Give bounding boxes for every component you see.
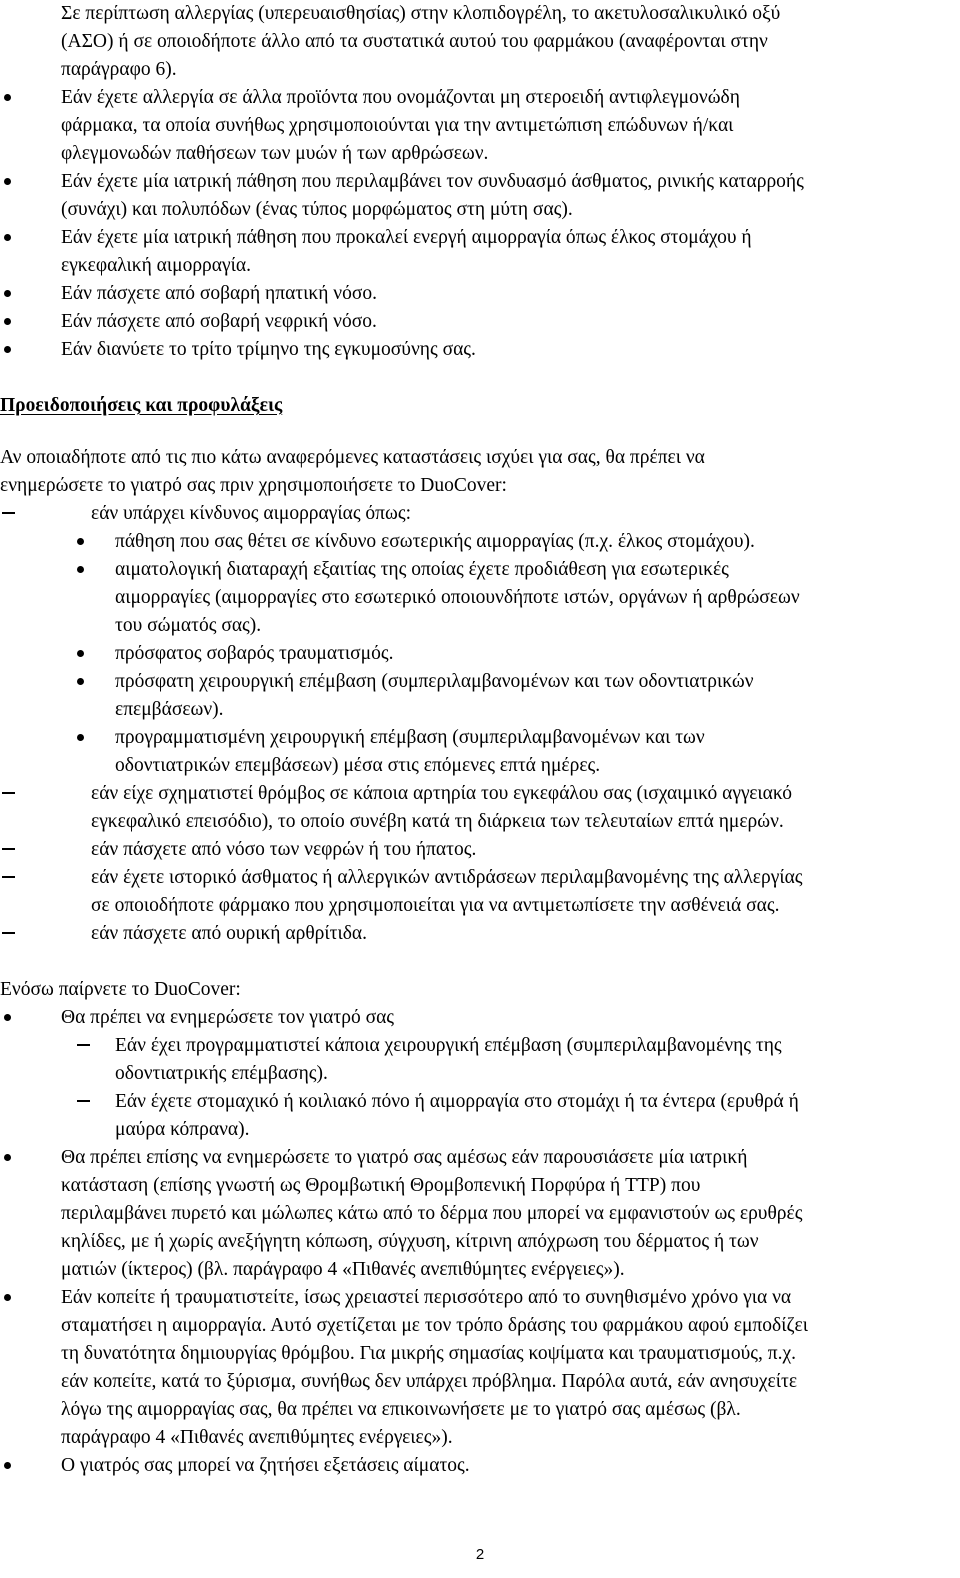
dash-icon bbox=[2, 792, 15, 794]
text-line: μαύρα κόπρανα). bbox=[115, 1119, 250, 1140]
text-line: οδοντιατρικής επέμβασης). bbox=[115, 1063, 328, 1084]
text-line: εάν πάσχετε από ουρική αρθρίτιδα. bbox=[91, 923, 368, 944]
text-line: Αν οποιαδήποτε από τις πιο κάτω αναφερόμενες καταστάσεις ισχύει για σας, θα πρέπει να bbox=[0, 447, 705, 468]
bullet-icon bbox=[4, 1462, 11, 1469]
text-line: Εάν έχετε μία ιατρική πάθηση που περιλαμβάνει τον συνδυασμό άσθματος, ρινικής καταρροής bbox=[61, 171, 804, 192]
text-line: Εάν έχετε στομαχικό ή κοιλιακό πόνο ή αιμορραγία στο στομάχι ή τα έντερα (ερυθρά ή bbox=[115, 1091, 799, 1112]
text-line: εάν είχε σχηματιστεί θρόμβος σε κάποια αρτηρία του εγκεφάλου σας (ισχαιμικό αγγειακό bbox=[91, 783, 793, 804]
text-line: Εάν πάσχετε από σοβαρή νεφρική νόσο. bbox=[61, 311, 377, 332]
text-line: (συνάχι) και πολυπόδων (ένας τύπος μορφώματος στη μύτη σας). bbox=[61, 199, 573, 220]
text-line: Εάν πάσχετε από σοβαρή ηπατική νόσο. bbox=[61, 283, 377, 304]
text-line: λόγω της αιμορραγίας σας, θα πρέπει να επικοινωνήσετε με το γιατρό σας αμέσως (βλ. bbox=[61, 1399, 741, 1420]
text-line: Ενόσω παίρνετε το DuoCover: bbox=[0, 979, 241, 1000]
text-line: Θα πρέπει να ενημερώσετε τον γιατρό σας bbox=[61, 1007, 395, 1028]
text-line: Εάν έχετε μία ιατρική πάθηση που προκαλεί ενεργή αιμορραγία όπως έλκος στομάχου ή bbox=[61, 227, 752, 248]
page-number: 2 bbox=[475, 1546, 485, 1563]
text-line: τη δυνατότητα δημιουργίας θρόμβου. Για μικρής σημασίας κοψίματα και τραυματισμούς, π.χ. bbox=[61, 1343, 796, 1364]
text-line: περιλαμβάνει πυρετό και μώλωπες κάτω από το δέρμα που μπορεί να εμφανιστούν ως ερυθρές bbox=[61, 1203, 803, 1224]
text-line: πρόσφατος σοβαρός τραυματισμός. bbox=[115, 643, 394, 664]
text-line: ματιών (ίκτερος) (βλ. παράγραφο 4 «Πιθανές ανεπιθύμητες ενέργειες»). bbox=[61, 1259, 625, 1280]
bullet-icon bbox=[4, 346, 11, 353]
text-line: φλεγμονωδών παθήσεων των μυών ή των αρθρώσεων. bbox=[61, 143, 489, 164]
text-line: εάν πάσχετε από νόσο των νεφρών ή του ήπατος. bbox=[91, 839, 477, 860]
text-line: επεμβάσεων). bbox=[115, 699, 224, 720]
dash-icon bbox=[2, 512, 15, 514]
dash-icon bbox=[2, 848, 15, 850]
text-line: σταματήσει η αιμορραγία. Αυτό σχετίζεται με τον τρόπο δράσης του φαρμάκου αφού εμποδίζει bbox=[61, 1315, 808, 1336]
text-line: εγκεφαλικό επεισόδιο), το οποίο συνέβη κατά τη διάρκεια των τελευταίων επτά ημερών. bbox=[91, 811, 784, 832]
dash-icon bbox=[2, 876, 15, 878]
text-line: Εάν έχετε αλλεργία σε άλλα προϊόντα που ονομάζονται μη στεροειδή αντιφλεγμονώδη bbox=[61, 87, 740, 108]
text-line: κηλίδες, με ή χωρίς ανεξήγητη κόπωση, σύγχυση, κίτρινη απόχρωση του δέρματος ή των bbox=[61, 1231, 759, 1252]
bullet-icon bbox=[77, 538, 84, 545]
text-line: αιματολογική διαταραχή εξαιτίας της οποίας έχετε προδιάθεση για εσωτερικές bbox=[115, 559, 729, 580]
text-line: Εάν διανύετε το τρίτο τρίμηνο της εγκυμοσύνης σας. bbox=[61, 339, 476, 360]
text-line: φάρμακα, τα οποία συνήθως χρησιμοποιούνται για την αντιμετώπιση επώδυνων ή/και bbox=[61, 115, 734, 136]
bullet-icon bbox=[77, 566, 84, 573]
text-line: ενημερώσετε το γιατρό σας πριν χρησιμοποιήσετε το DuoCover: bbox=[0, 475, 507, 496]
bullet-icon bbox=[4, 178, 11, 185]
bullet-icon bbox=[4, 318, 11, 325]
text-line: οδοντιατρικών επεμβάσεων) μέσα στις επόμενες επτά ημέρες. bbox=[115, 755, 601, 776]
dash-icon bbox=[77, 1044, 90, 1046]
text-line: Σε περίπτωση αλλεργίας (υπερευαισθησίας) στην κλοπιδογρέλη, το ακετυλοσαλικυλικό οξύ bbox=[61, 3, 781, 24]
text-line: προγραμματισμένη χειρουργική επέμβαση (συμπεριλαμβανομένων και των bbox=[115, 727, 705, 748]
bullet-icon bbox=[4, 234, 11, 241]
bullet-icon bbox=[4, 1154, 11, 1161]
text-line: Εάν έχει προγραμματιστεί κάποια χειρουργική επέμβαση (συμπεριλαμβανομένης της bbox=[115, 1035, 782, 1056]
text-line: εγκεφαλική αιμορραγία. bbox=[61, 255, 251, 276]
bullet-icon bbox=[4, 1294, 11, 1301]
text-line: εάν έχετε ιστορικό άσθματος ή αλλεργικών αντιδράσεων περιλαμβανομένης της αλλεργίας bbox=[91, 867, 803, 888]
section-heading: Προειδοποιήσεις και προφυλάξεις bbox=[0, 395, 283, 416]
text-line: παράγραφο 6). bbox=[61, 59, 177, 80]
text-line: εάν υπάρχει κίνδυνος αιμορραγίας όπως: bbox=[91, 503, 411, 524]
text-line: (ΑΣΟ) ή σε οποιοδήποτε άλλο από τα συστατικά αυτού του φαρμάκου (αναφέρονται στην bbox=[61, 31, 768, 52]
text-line: εάν κοπείτε, κατά το ξύρισμα, συνήθως δεν υπάρχει πρόβλημα. Παρόλα αυτά, εάν ανησυχείτε bbox=[61, 1371, 798, 1392]
text-line: παράγραφο 4 «Πιθανές ανεπιθύμητες ενέργειες»). bbox=[61, 1427, 453, 1448]
bullet-icon bbox=[4, 1014, 11, 1021]
bullet-icon bbox=[4, 94, 11, 101]
dash-icon bbox=[77, 1100, 90, 1102]
text-line: Θα πρέπει επίσης να ενημερώσετε το γιατρό σας αμέσως εάν παρουσιάσετε μία ιατρική bbox=[61, 1147, 748, 1168]
text-line: πάθηση που σας θέτει σε κίνδυνο εσωτερικής αιμορραγίας (π.χ. έλκος στομάχου). bbox=[115, 531, 755, 552]
text-line: Εάν κοπείτε ή τραυματιστείτε, ίσως χρειαστεί περισσότερο από το συνηθισμένο χρόνο για να bbox=[61, 1287, 792, 1308]
text-line: κατάσταση (επίσης γνωστή ως Θρομβωτική Θρομβοπενική Πορφύρα ή TTP) που bbox=[61, 1175, 701, 1196]
bullet-icon bbox=[4, 290, 11, 297]
dash-icon bbox=[2, 932, 15, 934]
text-line: Ο γιατρός σας μπορεί να ζητήσει εξετάσεις αίματος. bbox=[61, 1455, 470, 1476]
text-line: σε οποιοδήποτε φάρμακο που χρησιμοποιείται για να αντιμετωπίσετε την ασθένειά σας. bbox=[91, 895, 780, 916]
text-line: του σώματός σας). bbox=[115, 615, 262, 636]
text-line: πρόσφατη χειρουργική επέμβαση (συμπεριλαμβανομένων και των οδοντιατρικών bbox=[115, 671, 754, 692]
bullet-icon bbox=[77, 734, 84, 741]
bullet-icon bbox=[77, 650, 84, 657]
text-line: αιμορραγίες (αιμορραγίες στο εσωτερικό οποιουνδήποτε ιστών, οργάνων ή αρθρώσεων bbox=[115, 587, 800, 608]
bullet-icon bbox=[77, 678, 84, 685]
